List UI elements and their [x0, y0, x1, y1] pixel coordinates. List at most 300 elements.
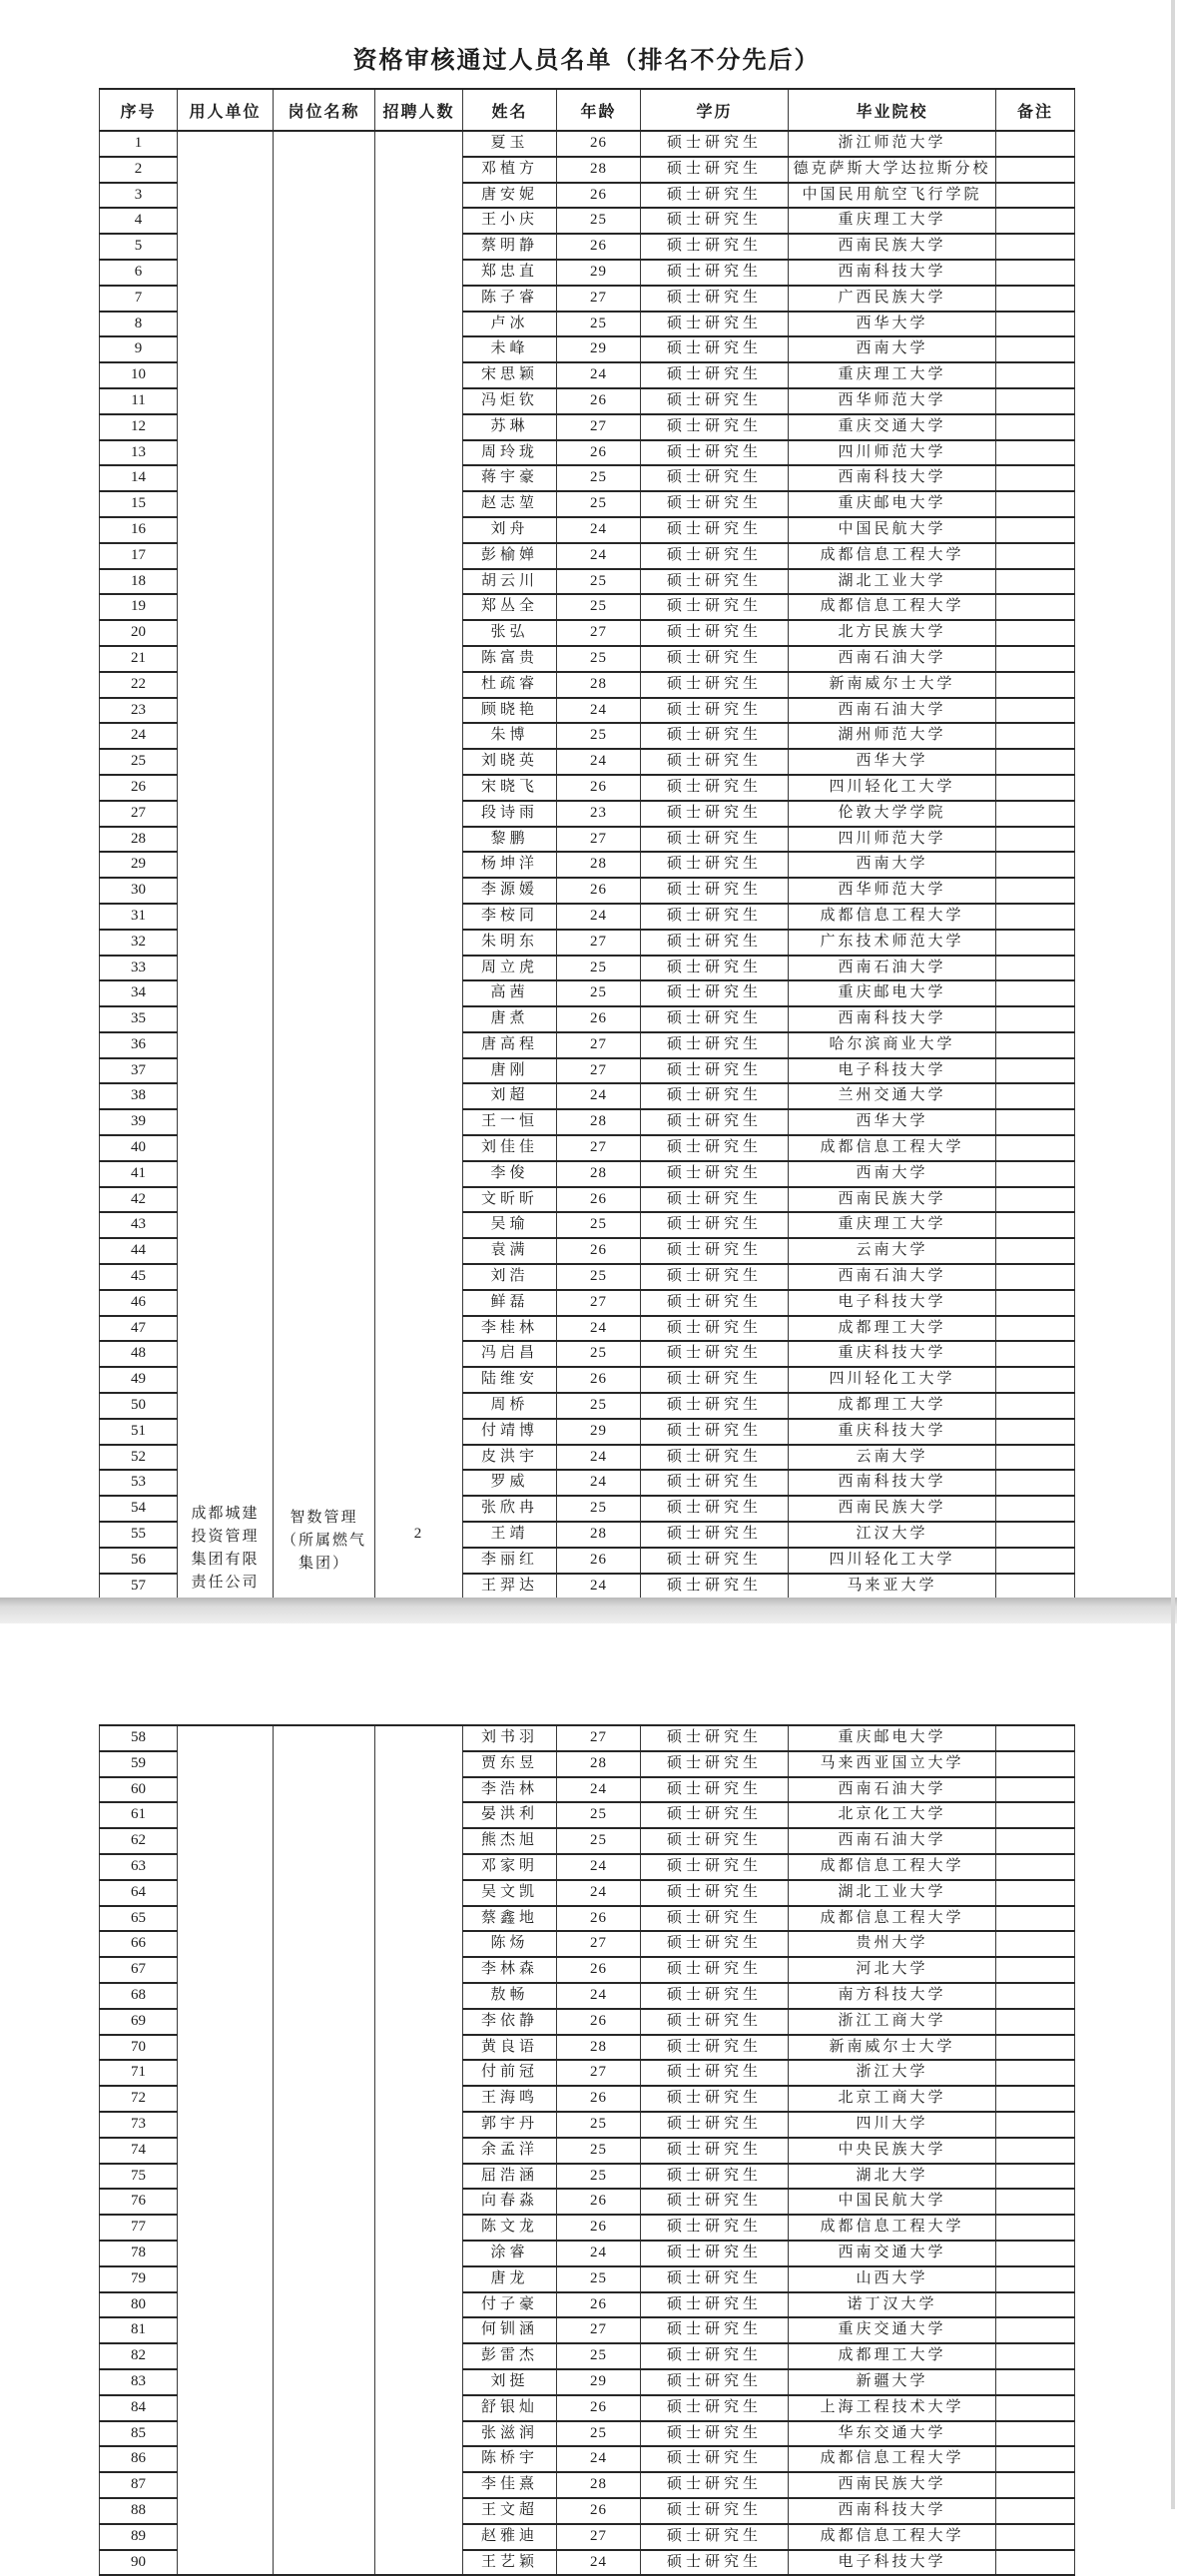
graduation-school: 重庆邮电大学 [789, 1725, 996, 1751]
candidate-age: 26 [557, 1957, 641, 1983]
candidate-education: 硕士研究生 [641, 620, 789, 646]
row-serial-number: 25 [100, 749, 178, 775]
candidate-name: 杨坤洋 [463, 852, 557, 878]
note-cell [996, 980, 1075, 1006]
note-cell [996, 569, 1075, 595]
candidate-name: 皮洪宇 [463, 1445, 557, 1471]
row-serial-number: 63 [100, 1854, 178, 1880]
candidate-education: 硕士研究生 [641, 1367, 789, 1393]
candidate-age: 25 [557, 491, 641, 517]
row-serial-number: 71 [100, 2060, 178, 2086]
candidate-education: 硕士研究生 [641, 2164, 789, 2190]
merged-employer-cell [178, 131, 274, 1599]
graduation-school: 云南大学 [789, 1445, 996, 1471]
candidate-age: 25 [557, 956, 641, 981]
row-serial-number: 65 [100, 1906, 178, 1932]
graduation-school: 成都信息工程大学 [789, 594, 996, 620]
candidate-age: 26 [557, 388, 641, 414]
note-cell [996, 1109, 1075, 1135]
note-cell [996, 1419, 1075, 1445]
candidate-name: 李源媛 [463, 878, 557, 904]
graduation-school: 河北大学 [789, 1957, 996, 1983]
candidate-education: 硕士研究生 [641, 440, 789, 466]
candidate-age: 25 [557, 208, 641, 234]
note-cell [996, 1751, 1075, 1777]
candidate-name: 陈子睿 [463, 286, 557, 312]
note-cell [996, 2266, 1075, 2292]
candidate-name: 唐煮 [463, 1006, 557, 1032]
header-age: 年龄 [557, 89, 641, 131]
candidate-name: 赵志堃 [463, 491, 557, 517]
note-cell [996, 491, 1075, 517]
merged-position-text: 智数管理 （所属燃气 集团） [281, 1510, 366, 1573]
candidate-name: 彭榆婵 [463, 543, 557, 569]
candidate-name: 未峰 [463, 336, 557, 362]
note-cell [996, 414, 1075, 440]
candidate-age: 27 [557, 2317, 641, 2343]
graduation-school: 兰州交通大学 [789, 1083, 996, 1109]
candidate-name: 卢冰 [463, 312, 557, 337]
graduation-school: 广东技术师范大学 [789, 930, 996, 956]
note-cell [996, 1931, 1075, 1957]
note-cell [996, 1983, 1075, 2009]
row-serial-number: 60 [100, 1777, 178, 1803]
graduation-school: 成都信息工程大学 [789, 2446, 996, 2472]
candidate-name: 蔡鑫地 [463, 1906, 557, 1932]
row-serial-number: 32 [100, 930, 178, 956]
candidate-education: 硕士研究生 [641, 131, 789, 157]
note-cell [996, 1777, 1075, 1803]
candidate-education: 硕士研究生 [641, 183, 789, 209]
candidate-education: 硕士研究生 [641, 208, 789, 234]
candidate-age: 25 [557, 1393, 641, 1419]
row-serial-number: 75 [100, 2164, 178, 2190]
graduation-school: 新南威尔士大学 [789, 672, 996, 698]
candidate-name: 付子豪 [463, 2292, 557, 2318]
candidate-name: 周桥 [463, 1393, 557, 1419]
row-serial-number: 36 [100, 1032, 178, 1058]
candidate-name: 李佳熹 [463, 2472, 557, 2498]
row-serial-number: 33 [100, 956, 178, 981]
candidate-age: 27 [557, 2524, 641, 2550]
graduation-school: 湖州师范大学 [789, 723, 996, 749]
graduation-school: 成都信息工程大学 [789, 1906, 996, 1932]
graduation-school: 西南大学 [789, 1161, 996, 1187]
graduation-school: 湖北大学 [789, 2164, 996, 2190]
graduation-school: 西华师范大学 [789, 878, 996, 904]
row-serial-number: 53 [100, 1470, 178, 1496]
note-cell [996, 440, 1075, 466]
candidate-name: 黎鹏 [463, 827, 557, 853]
note-cell [996, 1522, 1075, 1548]
candidate-age: 28 [557, 1522, 641, 1548]
candidate-education: 硕士研究生 [641, 157, 789, 183]
note-cell [996, 852, 1075, 878]
graduation-school: 湖北工业大学 [789, 569, 996, 595]
note-cell [996, 2241, 1075, 2266]
graduation-school: 山西大学 [789, 2266, 996, 2292]
candidate-name: 张欣冉 [463, 1496, 557, 1522]
candidate-age: 27 [557, 930, 641, 956]
candidate-education: 硕士研究生 [641, 1470, 789, 1496]
note-cell [996, 1058, 1075, 1084]
candidate-age: 25 [557, 2112, 641, 2138]
note-cell [996, 157, 1075, 183]
candidate-name: 熊杰旭 [463, 1828, 557, 1854]
row-serial-number: 10 [100, 362, 178, 388]
graduation-school: 重庆邮电大学 [789, 980, 996, 1006]
merged-headcount-cell [375, 1725, 463, 2575]
graduation-school: 西南民族大学 [789, 234, 996, 260]
candidate-education: 硕士研究生 [641, 1983, 789, 2009]
candidate-name: 王海鸣 [463, 2086, 557, 2112]
candidate-education: 硕士研究生 [641, 878, 789, 904]
graduation-school: 西南交通大学 [789, 2241, 996, 2266]
candidate-education: 硕士研究生 [641, 1135, 789, 1161]
note-cell [996, 1161, 1075, 1187]
graduation-school: 江汉大学 [789, 1522, 996, 1548]
row-serial-number: 23 [100, 698, 178, 724]
row-serial-number: 42 [100, 1187, 178, 1213]
candidate-education: 硕士研究生 [641, 1212, 789, 1238]
graduation-school: 西南大学 [789, 852, 996, 878]
row-serial-number: 35 [100, 1006, 178, 1032]
candidate-name: 唐高程 [463, 1032, 557, 1058]
candidate-name: 刘晓英 [463, 749, 557, 775]
candidate-education: 硕士研究生 [641, 827, 789, 853]
graduation-school: 重庆理工大学 [789, 208, 996, 234]
graduation-school: 马来西亚国立大学 [789, 1751, 996, 1777]
note-cell [996, 362, 1075, 388]
row-serial-number: 11 [100, 388, 178, 414]
row-serial-number: 86 [100, 2446, 178, 2472]
candidate-education: 硕士研究生 [641, 2266, 789, 2292]
candidate-name: 向春淼 [463, 2189, 557, 2215]
graduation-school: 西南科技大学 [789, 1470, 996, 1496]
note-cell [996, 2112, 1075, 2138]
note-cell [996, 1316, 1075, 1342]
graduation-school: 成都信息工程大学 [789, 543, 996, 569]
note-cell [996, 1238, 1075, 1264]
candidate-age: 25 [557, 1341, 641, 1367]
candidate-education: 硕士研究生 [641, 312, 789, 337]
candidate-name: 冯启昌 [463, 1341, 557, 1367]
candidate-education: 硕士研究生 [641, 2317, 789, 2343]
candidate-name: 李桂林 [463, 1316, 557, 1342]
row-serial-number: 88 [100, 2498, 178, 2524]
row-serial-number: 81 [100, 2317, 178, 2343]
candidate-name: 文昕昕 [463, 1187, 557, 1213]
row-serial-number: 14 [100, 465, 178, 491]
candidate-education: 硕士研究生 [641, 336, 789, 362]
candidate-name: 周立虎 [463, 956, 557, 981]
row-serial-number: 66 [100, 1931, 178, 1957]
row-serial-number: 26 [100, 775, 178, 801]
row-serial-number: 37 [100, 1058, 178, 1084]
candidate-name: 段诗雨 [463, 801, 557, 827]
candidate-age: 27 [557, 2060, 641, 2086]
graduation-school: 成都信息工程大学 [789, 1135, 996, 1161]
candidate-education: 硕士研究生 [641, 1032, 789, 1058]
candidate-name: 舒银灿 [463, 2395, 557, 2421]
note-cell [996, 698, 1075, 724]
graduation-school: 四川轻化工大学 [789, 775, 996, 801]
row-serial-number: 90 [100, 2550, 178, 2576]
candidate-name: 王羿达 [463, 1574, 557, 1600]
candidate-age: 24 [557, 1880, 641, 1906]
note-cell [996, 2009, 1075, 2035]
candidate-education: 硕士研究生 [641, 1906, 789, 1932]
row-serial-number: 28 [100, 827, 178, 853]
merged-employer-cell [178, 1725, 274, 2575]
graduation-school: 德克萨斯大学达拉斯分校 [789, 157, 996, 183]
note-cell [996, 543, 1075, 569]
candidate-name: 冯炬钦 [463, 388, 557, 414]
note-cell [996, 208, 1075, 234]
candidate-age: 24 [557, 2550, 641, 2576]
candidate-education: 硕士研究生 [641, 646, 789, 672]
candidate-age: 26 [557, 1006, 641, 1032]
graduation-school: 重庆科技大学 [789, 1341, 996, 1367]
note-cell [996, 517, 1075, 543]
candidate-age: 24 [557, 904, 641, 930]
candidate-age: 28 [557, 1751, 641, 1777]
candidate-age: 25 [557, 2421, 641, 2447]
note-cell [996, 2369, 1075, 2395]
candidate-education: 硕士研究生 [641, 543, 789, 569]
note-cell [996, 1470, 1075, 1496]
candidate-age: 24 [557, 1983, 641, 2009]
graduation-school: 贵州大学 [789, 1931, 996, 1957]
candidate-education: 硕士研究生 [641, 2550, 789, 2576]
candidate-age: 25 [557, 2138, 641, 2164]
candidate-name: 李依静 [463, 2009, 557, 2035]
graduation-school: 电子科技大学 [789, 1058, 996, 1084]
candidate-education: 硕士研究生 [641, 1931, 789, 1957]
graduation-school: 四川大学 [789, 2112, 996, 2138]
candidate-education: 硕士研究生 [641, 2035, 789, 2061]
row-serial-number: 1 [100, 131, 178, 157]
row-serial-number: 47 [100, 1316, 178, 1342]
note-cell [996, 1574, 1075, 1600]
candidate-age: 26 [557, 878, 641, 904]
row-serial-number: 85 [100, 2421, 178, 2447]
candidate-age: 24 [557, 1470, 641, 1496]
candidate-education: 硕士研究生 [641, 2112, 789, 2138]
candidate-name: 宋晓飞 [463, 775, 557, 801]
note-cell [996, 1725, 1075, 1751]
graduation-school: 成都理工大学 [789, 1316, 996, 1342]
candidate-name: 陆维安 [463, 1367, 557, 1393]
candidate-age: 29 [557, 1419, 641, 1445]
candidate-age: 24 [557, 698, 641, 724]
candidate-name: 罗威 [463, 1470, 557, 1496]
graduation-school: 电子科技大学 [789, 2550, 996, 2576]
row-serial-number: 19 [100, 594, 178, 620]
row-serial-number: 50 [100, 1393, 178, 1419]
candidate-name: 王靖 [463, 1522, 557, 1548]
note-cell [996, 2292, 1075, 2318]
candidate-age: 27 [557, 827, 641, 853]
row-serial-number: 89 [100, 2524, 178, 2550]
merged-employer-text: 成都城建 投资管理 集团有限 责任公司 [191, 1506, 260, 1592]
row-serial-number: 24 [100, 723, 178, 749]
candidate-education: 硕士研究生 [641, 569, 789, 595]
candidate-name: 刘舟 [463, 517, 557, 543]
row-serial-number: 69 [100, 2009, 178, 2035]
candidate-education: 硕士研究生 [641, 1445, 789, 1471]
candidate-age: 25 [557, 1802, 641, 1828]
candidate-age: 29 [557, 2369, 641, 2395]
candidate-name: 陈文龙 [463, 2215, 557, 2241]
row-serial-number: 16 [100, 517, 178, 543]
row-serial-number: 30 [100, 878, 178, 904]
page-title: 资格审核通过人员名单（排名不分先后） [352, 48, 821, 74]
candidate-age: 27 [557, 414, 641, 440]
note-cell [996, 2189, 1075, 2215]
candidate-name: 刘挺 [463, 2369, 557, 2395]
candidate-education: 硕士研究生 [641, 2421, 789, 2447]
graduation-school: 电子科技大学 [789, 1290, 996, 1316]
candidate-name: 王艺颖 [463, 2550, 557, 2576]
row-serial-number: 18 [100, 569, 178, 595]
candidate-age: 26 [557, 1367, 641, 1393]
row-serial-number: 79 [100, 2266, 178, 2292]
candidate-age: 27 [557, 1931, 641, 1957]
header-headcount: 招聘人数 [375, 89, 463, 131]
candidate-education: 硕士研究生 [641, 1187, 789, 1213]
graduation-school: 西南科技大学 [789, 1006, 996, 1032]
note-cell [996, 1032, 1075, 1058]
candidate-age: 29 [557, 260, 641, 286]
candidate-age: 25 [557, 2164, 641, 2190]
candidate-education: 硕士研究生 [641, 1290, 789, 1316]
merged-position-cell [274, 1725, 375, 2575]
candidate-education: 硕士研究生 [641, 1496, 789, 1522]
candidate-education: 硕士研究生 [641, 1957, 789, 1983]
candidate-name: 蔡明静 [463, 234, 557, 260]
note-cell [996, 2060, 1075, 2086]
row-serial-number: 20 [100, 620, 178, 646]
candidate-age: 29 [557, 336, 641, 362]
candidate-education: 硕士研究生 [641, 1777, 789, 1803]
note-cell [996, 2343, 1075, 2369]
candidate-name: 蒋宇豪 [463, 465, 557, 491]
row-serial-number: 39 [100, 1109, 178, 1135]
note-cell [996, 183, 1075, 209]
candidate-name: 贾东昱 [463, 1751, 557, 1777]
row-serial-number: 43 [100, 1212, 178, 1238]
candidate-education: 硕士研究生 [641, 980, 789, 1006]
candidate-age: 26 [557, 131, 641, 157]
header-employer: 用人单位 [178, 89, 274, 131]
candidate-age: 25 [557, 1496, 641, 1522]
row-serial-number: 3 [100, 183, 178, 209]
graduation-school: 浙江师范大学 [789, 131, 996, 157]
graduation-school: 成都理工大学 [789, 2343, 996, 2369]
candidate-education: 硕士研究生 [641, 2138, 789, 2164]
candidate-name: 彭雷杰 [463, 2343, 557, 2369]
note-cell [996, 1548, 1075, 1574]
row-serial-number: 48 [100, 1341, 178, 1367]
candidate-age: 25 [557, 646, 641, 672]
row-serial-number: 12 [100, 414, 178, 440]
candidate-education: 硕士研究生 [641, 594, 789, 620]
candidate-name: 刘书羽 [463, 1725, 557, 1751]
note-cell [996, 1854, 1075, 1880]
candidate-education: 硕士研究生 [641, 2009, 789, 2035]
row-serial-number: 59 [100, 1751, 178, 1777]
candidate-education: 硕士研究生 [641, 2292, 789, 2318]
graduation-school: 成都信息工程大学 [789, 2524, 996, 2550]
candidate-age: 25 [557, 2266, 641, 2292]
row-serial-number: 78 [100, 2241, 178, 2266]
row-serial-number: 58 [100, 1725, 178, 1751]
graduation-school: 四川师范大学 [789, 827, 996, 853]
note-cell [996, 723, 1075, 749]
note-cell [996, 2138, 1075, 2164]
row-serial-number: 4 [100, 208, 178, 234]
candidate-name: 李俊 [463, 1161, 557, 1187]
row-serial-number: 6 [100, 260, 178, 286]
graduation-school: 诺丁汉大学 [789, 2292, 996, 2318]
candidate-education: 硕士研究生 [641, 749, 789, 775]
candidate-name: 张弘 [463, 620, 557, 646]
note-cell [996, 312, 1075, 337]
candidate-name: 刘超 [463, 1083, 557, 1109]
note-cell [996, 1393, 1075, 1419]
graduation-school: 南方科技大学 [789, 1983, 996, 2009]
candidate-education: 硕士研究生 [641, 234, 789, 260]
candidate-age: 28 [557, 157, 641, 183]
candidate-name: 李浩林 [463, 1777, 557, 1803]
row-serial-number: 67 [100, 1957, 178, 1983]
merged-headcount-text: 2 [413, 1526, 424, 1543]
graduation-school: 新疆大学 [789, 2369, 996, 2395]
candidate-education: 硕士研究生 [641, 1238, 789, 1264]
row-serial-number: 21 [100, 646, 178, 672]
candidate-age: 25 [557, 569, 641, 595]
candidate-education: 硕士研究生 [641, 723, 789, 749]
candidate-name: 周玲珑 [463, 440, 557, 466]
row-serial-number: 27 [100, 801, 178, 827]
note-cell [996, 1290, 1075, 1316]
graduation-school: 北京工商大学 [789, 2086, 996, 2112]
row-serial-number: 29 [100, 852, 178, 878]
candidate-education: 硕士研究生 [641, 775, 789, 801]
candidate-name: 付靖博 [463, 1419, 557, 1445]
candidate-name: 刘浩 [463, 1264, 557, 1290]
note-cell [996, 1187, 1075, 1213]
graduation-school: 西南民族大学 [789, 2472, 996, 2498]
candidate-name: 郭宇丹 [463, 2112, 557, 2138]
candidate-name: 顾晓艳 [463, 698, 557, 724]
graduation-school: 西华大学 [789, 312, 996, 337]
graduation-school: 华东交通大学 [789, 2421, 996, 2447]
candidate-name: 郑丛全 [463, 594, 557, 620]
graduation-school: 西南石油大学 [789, 646, 996, 672]
graduation-school: 北京化工大学 [789, 1802, 996, 1828]
candidate-education: 硕士研究生 [641, 1341, 789, 1367]
row-serial-number: 49 [100, 1367, 178, 1393]
candidate-education: 硕士研究生 [641, 1161, 789, 1187]
graduation-school: 重庆理工大学 [789, 1212, 996, 1238]
graduation-school: 马来亚大学 [789, 1574, 996, 1600]
candidate-name: 鲜磊 [463, 1290, 557, 1316]
candidate-name: 陈富贵 [463, 646, 557, 672]
row-serial-number: 57 [100, 1574, 178, 1600]
candidate-education: 硕士研究生 [641, 2189, 789, 2215]
